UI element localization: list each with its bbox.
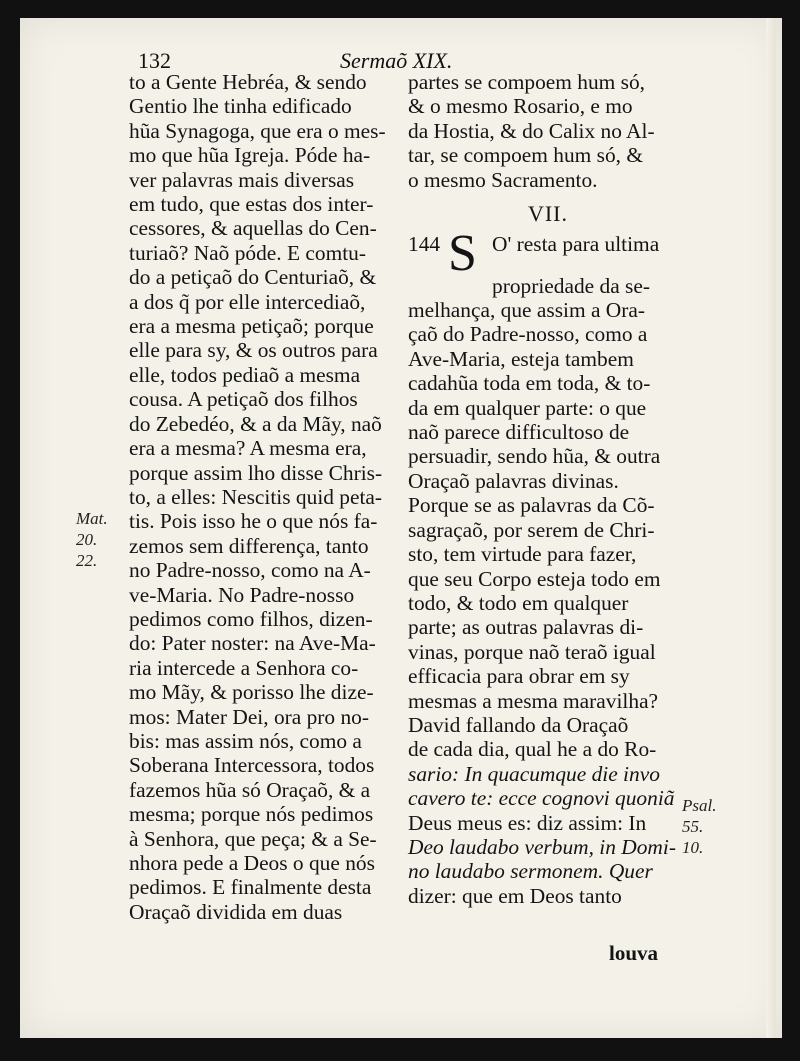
text-line: fazemos hũa só Oraçaõ, & a — [129, 777, 371, 802]
text-line: hũa Synagoga, que era o mes- — [129, 118, 386, 143]
text-line: Oraçaõ dividida em duas — [129, 899, 343, 924]
text-line: sario: In quacumque die invo — [408, 761, 660, 786]
text-line: tis. Pois isso he o que nós fa- — [129, 509, 378, 534]
margin-note-line: Psal. — [682, 796, 717, 815]
text-line: Soberana Intercessora, todos — [129, 753, 375, 778]
margin-note-right — [682, 795, 716, 858]
text-line: de cada dia, qual he a do Ro- — [408, 737, 657, 762]
text-line: pedimos como filhos, dizen- — [129, 606, 373, 631]
text-line: o mesmo Sacramento. — [408, 167, 598, 192]
text-line: propriedade da se- — [492, 273, 650, 298]
text-line: era a mesma petiçaõ; porque — [129, 314, 374, 339]
text-line: Deo laudabo verbum, in Domi- — [408, 834, 676, 859]
margin-note-line: 20. — [76, 530, 98, 549]
text-line: dizer: que em Deos tanto — [408, 883, 622, 908]
text-line: sto, tem virtude para fazer, — [408, 542, 637, 567]
text-line: Deus meus es: diz assim: In — [408, 810, 647, 835]
text-line: & o mesmo Rosario, e mo — [408, 94, 633, 119]
text-line: efficacia para obrar em sy — [408, 664, 630, 689]
text-line: cadahũa toda em toda, & to- — [408, 371, 651, 396]
text-line: da em qualquer parte: o que — [408, 395, 647, 420]
margin-note-line: 22. — [76, 551, 98, 570]
text-line: Ave-Maria, esteja tambem — [408, 346, 634, 371]
catchword: louva — [609, 941, 659, 965]
text-line: to, a elles: Nescitis quid peta- — [129, 484, 383, 509]
text-line: ve-Maria. No Padre-nosso — [129, 582, 355, 607]
text-line: çaõ do Padre-nosso, como a — [408, 322, 648, 347]
text-line: mesmas a mesma maravilha? — [408, 688, 659, 713]
text-line: a dos q̃ por elle intercediaõ, — [129, 289, 366, 314]
page-number: 132 — [138, 48, 171, 73]
text-line: mo Mãy, & porisso lhe dize- — [129, 680, 374, 705]
text-line: persuadir, sendo hũa, & outra — [408, 444, 661, 469]
text-line: mo que hũa Igreja. Póde ha- — [129, 143, 371, 168]
text-line: que seu Corpo esteja todo em — [408, 566, 661, 591]
text-line-part: O' resta para ultima — [492, 232, 660, 257]
book-page — [20, 18, 782, 1038]
text-line: cousa. A petiçaõ dos filhos — [129, 387, 358, 412]
margin-note-left — [76, 508, 108, 571]
text-line: parte; as outras palavras di- — [408, 615, 644, 640]
text-line: elle, todos pediaõ a mesma — [129, 362, 361, 387]
text-line — [408, 224, 688, 282]
text-line: todo, & todo em qualquer — [408, 590, 629, 615]
margin-note-line: 55. — [682, 817, 704, 836]
page-edge — [766, 18, 776, 1038]
text-line: nhora pede a Deos o que nós — [129, 851, 375, 875]
text-line: to a Gente Hebréa, & sendo — [129, 70, 367, 94]
text-line: zemos sem differença, tanto — [129, 533, 369, 558]
text-line: ria intercede a Senhora co- — [129, 655, 359, 680]
text-line: da Hostia, & do Calix no Al- — [408, 118, 655, 143]
text-line: Porque se as palavras da Cõ- — [408, 493, 655, 518]
text-line: mesma; porque nós pedimos — [129, 802, 374, 827]
text-line: Oraçaõ palavras divinas. — [408, 468, 619, 493]
text-line: era a mesma? A mesma era, — [129, 436, 367, 461]
text-line: vinas, porque naõ teraõ igual — [408, 639, 656, 664]
text-line: melhança, que assim a Ora- — [408, 298, 645, 323]
text-line: cessores, & aquellas do Cen- — [129, 216, 377, 241]
text-line: ver palavras mais diversas — [129, 167, 355, 192]
text-line: do Zebedéo, & a da Mãy, naõ — [129, 411, 382, 436]
text-line: do a petiçaõ do Centuriaõ, & — [129, 265, 377, 290]
text-line: no laudabo sermonem. Quer — [408, 859, 653, 884]
text-line: sagraçaõ, por serem de Chri- — [408, 517, 655, 542]
text-line: naõ parece difficultoso de — [408, 420, 630, 445]
text-line: em tudo, que estas dos inter- — [129, 192, 374, 217]
text-line: David fallando da Oraçaõ — [408, 712, 629, 737]
text-line: Gentio lhe tinha edificado — [129, 94, 352, 119]
paragraph-number: 144 — [408, 232, 441, 257]
text-line: à Senhora, que peça; & a Se- — [129, 826, 377, 851]
text-line: partes se compoem hum só, — [408, 70, 646, 94]
text-line: no Padre-nosso, como na A- — [129, 558, 371, 583]
text-line: bis: mas assim nós, como a — [129, 728, 362, 753]
text-line: mos: Mater Dei, ora pro no- — [129, 704, 369, 729]
right-text-column — [408, 70, 688, 908]
text-line: turiaõ? Naõ póde. E comtu- — [129, 240, 366, 265]
margin-note-line: 10. — [682, 838, 704, 857]
text-line: cavero te: ecce cognovi quoniã — [408, 786, 675, 811]
running-title: Sermaõ XIX. — [340, 48, 453, 73]
text-line: tar, se compoem hum só, & — [408, 143, 643, 168]
drop-cap: S — [448, 224, 477, 282]
text-line: pedimos. E finalmente desta — [129, 875, 372, 900]
margin-note-line: Mat. — [76, 509, 108, 528]
text-line: elle para sy, & os outros para — [129, 338, 378, 363]
section-heading: VII. — [527, 201, 569, 227]
left-text-column — [129, 70, 399, 924]
text-line: do: Pater noster: na Ave-Ma- — [129, 631, 376, 656]
text-line: porque assim lho disse Chris- — [129, 460, 383, 485]
